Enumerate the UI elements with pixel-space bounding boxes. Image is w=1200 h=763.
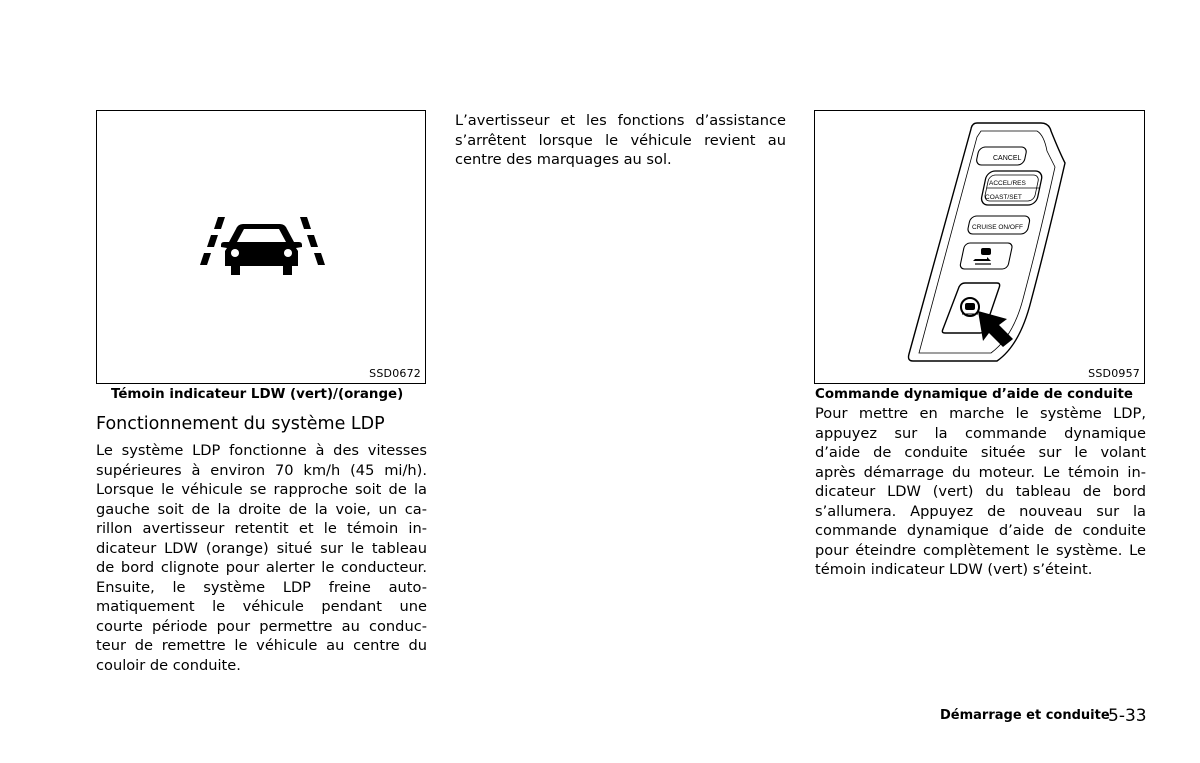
text-line: s’arrêtent lorsque le véhicule revient au: [455, 131, 786, 149]
pointing-arrow-icon: [978, 311, 1013, 347]
figure-caption: Témoin indicateur LDW (vert)/(orange): [111, 387, 404, 402]
cruise-label: CRUISE ON/OFF: [972, 224, 1023, 231]
text-line: L’avertisseur et les fonctions d’assistance: [455, 112, 786, 129]
text-line: Le système LDP fonctionne à des vitesses: [96, 442, 427, 459]
text-line: pour éteindre complètement le système. Le: [815, 541, 1146, 559]
text-line: dicateur LDW (vert) du tableau de bord: [815, 483, 1146, 500]
text-line: s’allumera. Appuyez de nouveau sur la: [815, 502, 1146, 520]
figure-caption: Commande dynamique d’aide de conduite: [815, 387, 1133, 402]
figure-code: SSD0672: [369, 367, 421, 380]
steering-switch-figure: [814, 110, 1145, 384]
page-number: 5-33: [1108, 706, 1147, 726]
text-line: gauche soit de la droite de la voie, un ca-: [96, 500, 427, 518]
text-line: appuyez sur la commande dynamique: [815, 424, 1146, 442]
text-line: teur de remettre le véhicule au centre du: [96, 637, 427, 654]
section-heading: Fonctionnement du système LDP: [96, 414, 385, 434]
distance-control-icon: [973, 248, 991, 264]
left-paragraph: [96, 441, 427, 675]
steering-switch-illustration: [815, 111, 1146, 385]
text-line: après démarrage du moteur. Le témoin in-: [815, 463, 1146, 481]
text-line: Lorsque le véhicule se rapproche soit de la: [96, 481, 427, 498]
text-line: rillon avertisseur retentit et le témoin in-: [96, 520, 427, 537]
text-line: témoin indicateur LDW (vert) s’éteint.: [815, 561, 1093, 578]
text-line: de bord clignote pour alerter le conducteur.: [96, 559, 427, 576]
distance-control-button[interactable]: [959, 243, 1013, 269]
ldw-indicator-figure: [96, 110, 426, 384]
text-line: supérieures à environ 70 km/h (45 mi/h).: [96, 461, 427, 479]
text-line: matiquement le véhicule pendant une: [96, 598, 427, 615]
right-paragraph: [815, 404, 1146, 580]
text-line: Pour mettre en marche le système LDP,: [815, 405, 1146, 422]
middle-paragraph: [455, 111, 786, 170]
figure-code: SSD0957: [1088, 367, 1140, 380]
text-line: couloir de conduite.: [96, 656, 241, 674]
footer-section-title: Démarrage et conduite: [940, 708, 1110, 723]
ldw-car-lane-icon: [97, 111, 427, 385]
text-line: courte période pour permettre au conduc-: [96, 617, 427, 635]
text-line: d’aide de conduite située sur le volant: [815, 444, 1146, 461]
coast-set-label: COAST/SET: [985, 194, 1022, 201]
text-line: centre des marquages au sol.: [455, 151, 672, 168]
cancel-label: CANCEL: [993, 155, 1022, 162]
text-line: dicateur LDW (orange) situé sur le tableau: [96, 539, 427, 557]
text-line: commande dynamique d’aide de conduite: [815, 522, 1146, 539]
text-line: Ensuite, le système LDP freine auto-: [96, 578, 427, 596]
accel-res-label: ACCEL/RES: [989, 180, 1026, 187]
lane-assist-button-icon: [961, 298, 979, 316]
